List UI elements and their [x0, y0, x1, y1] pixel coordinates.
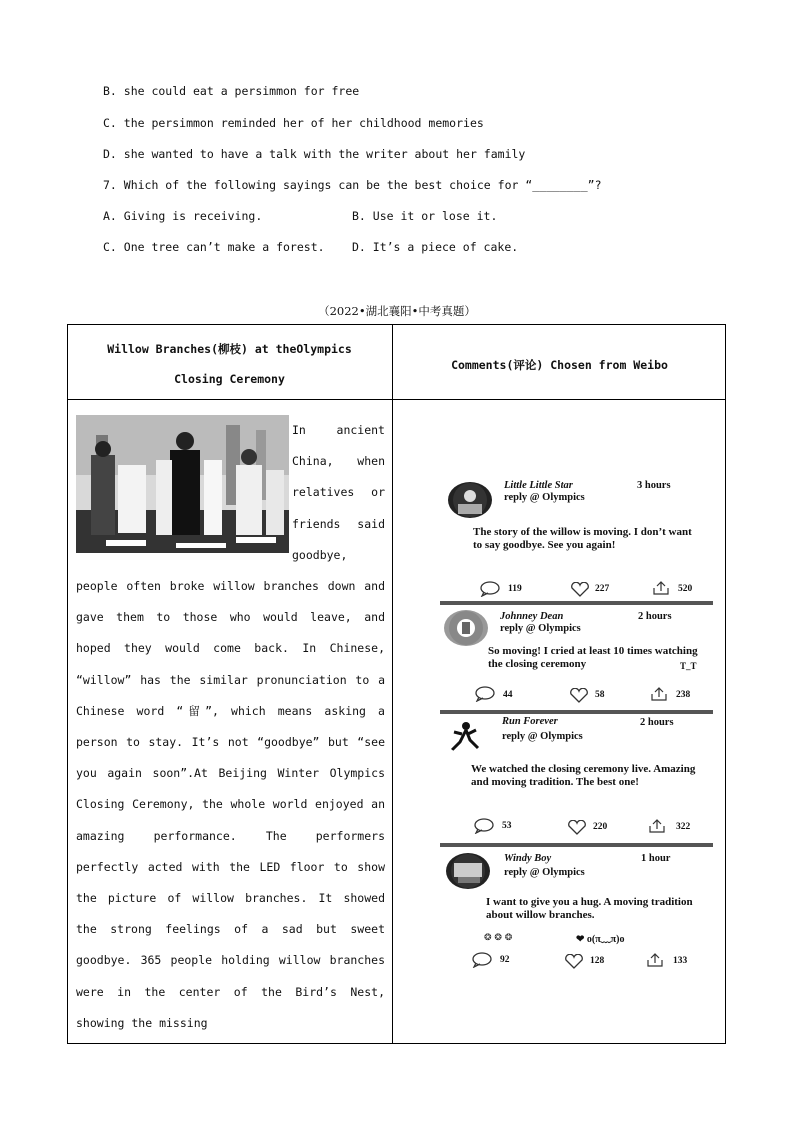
- comment-icon[interactable]: [480, 581, 500, 597]
- like-count: 220: [593, 822, 608, 832]
- comment-time: 1 hour: [641, 853, 671, 864]
- table-divider-horizontal: [67, 399, 726, 400]
- option-6d: D. she wanted to have a talk with the writer about her family: [103, 147, 526, 161]
- avatar: [446, 853, 490, 889]
- ceremony-photo: [76, 415, 289, 553]
- left-header-line1: Willow Branches(柳枝) at theOlympics: [107, 342, 352, 356]
- avatar: [448, 482, 492, 518]
- comment-separator: [440, 843, 713, 847]
- like-count: 58: [595, 690, 605, 700]
- comment-text: We watched the closing ceremony live. Amazing and moving tradition. The best one!: [471, 763, 696, 788]
- share-count: 238: [676, 690, 691, 700]
- option-6b: B. she could eat a persimmon for free: [103, 84, 360, 98]
- article-text: In ancient China, when relatives or friends said goodbye, people often broke willow branches down and gave them to those who would leave, and hoped they would come back. In Chinese, “willow” has the similar pronunciation to a Chinese word “留”, which means asking a person to stay. It’s not “goodbye” but “see you again soon”.At Beijing Winter Olympics Closing Ceremony, the whole world enjoyed an amazing performance. The performers perfectly acted with the LED floor to show the picture of willow branches. It showed the strong feelings of a sad but sweet goodbye. 365 people holding willow branches were in the center of the Bird’s Nest, showing the missing: [76, 423, 385, 1030]
- crying-emoji: T_T: [680, 661, 697, 671]
- comment-card: [440, 850, 713, 975]
- comment-count: 92: [500, 955, 510, 965]
- option-7c: C. One tree can’t make a forest.: [103, 240, 325, 254]
- comment-text: The story of the willow is moving. I don’t want to say goodbye. See you again!: [473, 526, 692, 551]
- comment-user: Johnney Dean: [500, 611, 564, 622]
- like-icon[interactable]: [564, 954, 584, 969]
- question-7: 7. Which of the following sayings can be the best choice for “________”?: [103, 178, 602, 192]
- option-7a: A. Giving is receiving.: [103, 209, 263, 223]
- comment-card: [440, 608, 713, 708]
- comment-reply: reply @ Olympics: [504, 492, 585, 503]
- comment-time: 2 hours: [638, 611, 672, 622]
- comment-icon[interactable]: [475, 686, 495, 702]
- comment-text: I want to give you a hug. A moving tradition about willow branches.: [486, 896, 693, 921]
- like-icon[interactable]: [569, 688, 589, 703]
- left-header-line2: Closing Ceremony: [174, 372, 285, 386]
- comment-separator: [440, 601, 713, 605]
- option-6c: C. the persimmon reminded her of her childhood memories: [103, 116, 484, 130]
- source-label: （2022•湖北襄阳•中考真题）: [318, 304, 476, 318]
- comment-card: [440, 476, 713, 596]
- comment-reply: reply @ Olympics: [500, 623, 581, 634]
- share-icon[interactable]: [652, 580, 670, 595]
- comment-count: 119: [508, 584, 522, 594]
- comment-count: 44: [503, 690, 513, 700]
- right-header: Comments(评论) Chosen from Weibo: [451, 358, 668, 372]
- comment-text: So moving! I cried at least 10 times watching the closing ceremony: [488, 645, 698, 670]
- like-count: 128: [590, 956, 605, 966]
- share-icon[interactable]: [646, 952, 664, 967]
- comment-time: 3 hours: [637, 480, 671, 491]
- like-count: 227: [595, 584, 610, 594]
- comment-card: [440, 716, 713, 842]
- comment-icon[interactable]: [474, 818, 494, 834]
- share-icon[interactable]: [648, 818, 666, 833]
- share-count: 133: [673, 956, 688, 966]
- table-divider-vertical: [392, 324, 393, 1044]
- share-count: 322: [676, 822, 691, 832]
- hug-emoji-row: [484, 930, 574, 942]
- comment-time: 2 hours: [640, 717, 674, 728]
- share-count: 520: [678, 584, 693, 594]
- share-icon[interactable]: [650, 686, 668, 701]
- comment-user: Run Forever: [502, 716, 558, 727]
- option-7b: B. Use it or lose it.: [352, 209, 498, 223]
- comment-separator: [440, 710, 713, 714]
- option-7d: D. It’s a piece of cake.: [352, 240, 519, 254]
- comment-user: Little Little Star: [504, 480, 573, 491]
- comment-icon[interactable]: [472, 952, 492, 968]
- comment-user: Windy Boy: [504, 853, 552, 864]
- heart-emoji-text: ❤ o(π﹏π)o: [576, 934, 625, 945]
- article: [76, 415, 385, 1039]
- comment-reply: reply @ Olympics: [504, 867, 585, 878]
- avatar: [444, 610, 488, 646]
- avatar: [444, 718, 488, 754]
- like-icon[interactable]: [570, 582, 590, 597]
- comment-reply: reply @ Olympics: [502, 731, 583, 742]
- comment-count: 53: [502, 821, 512, 831]
- svg-text:❂ ❂ ❂: ❂ ❂ ❂: [484, 933, 513, 942]
- like-icon[interactable]: [567, 820, 587, 835]
